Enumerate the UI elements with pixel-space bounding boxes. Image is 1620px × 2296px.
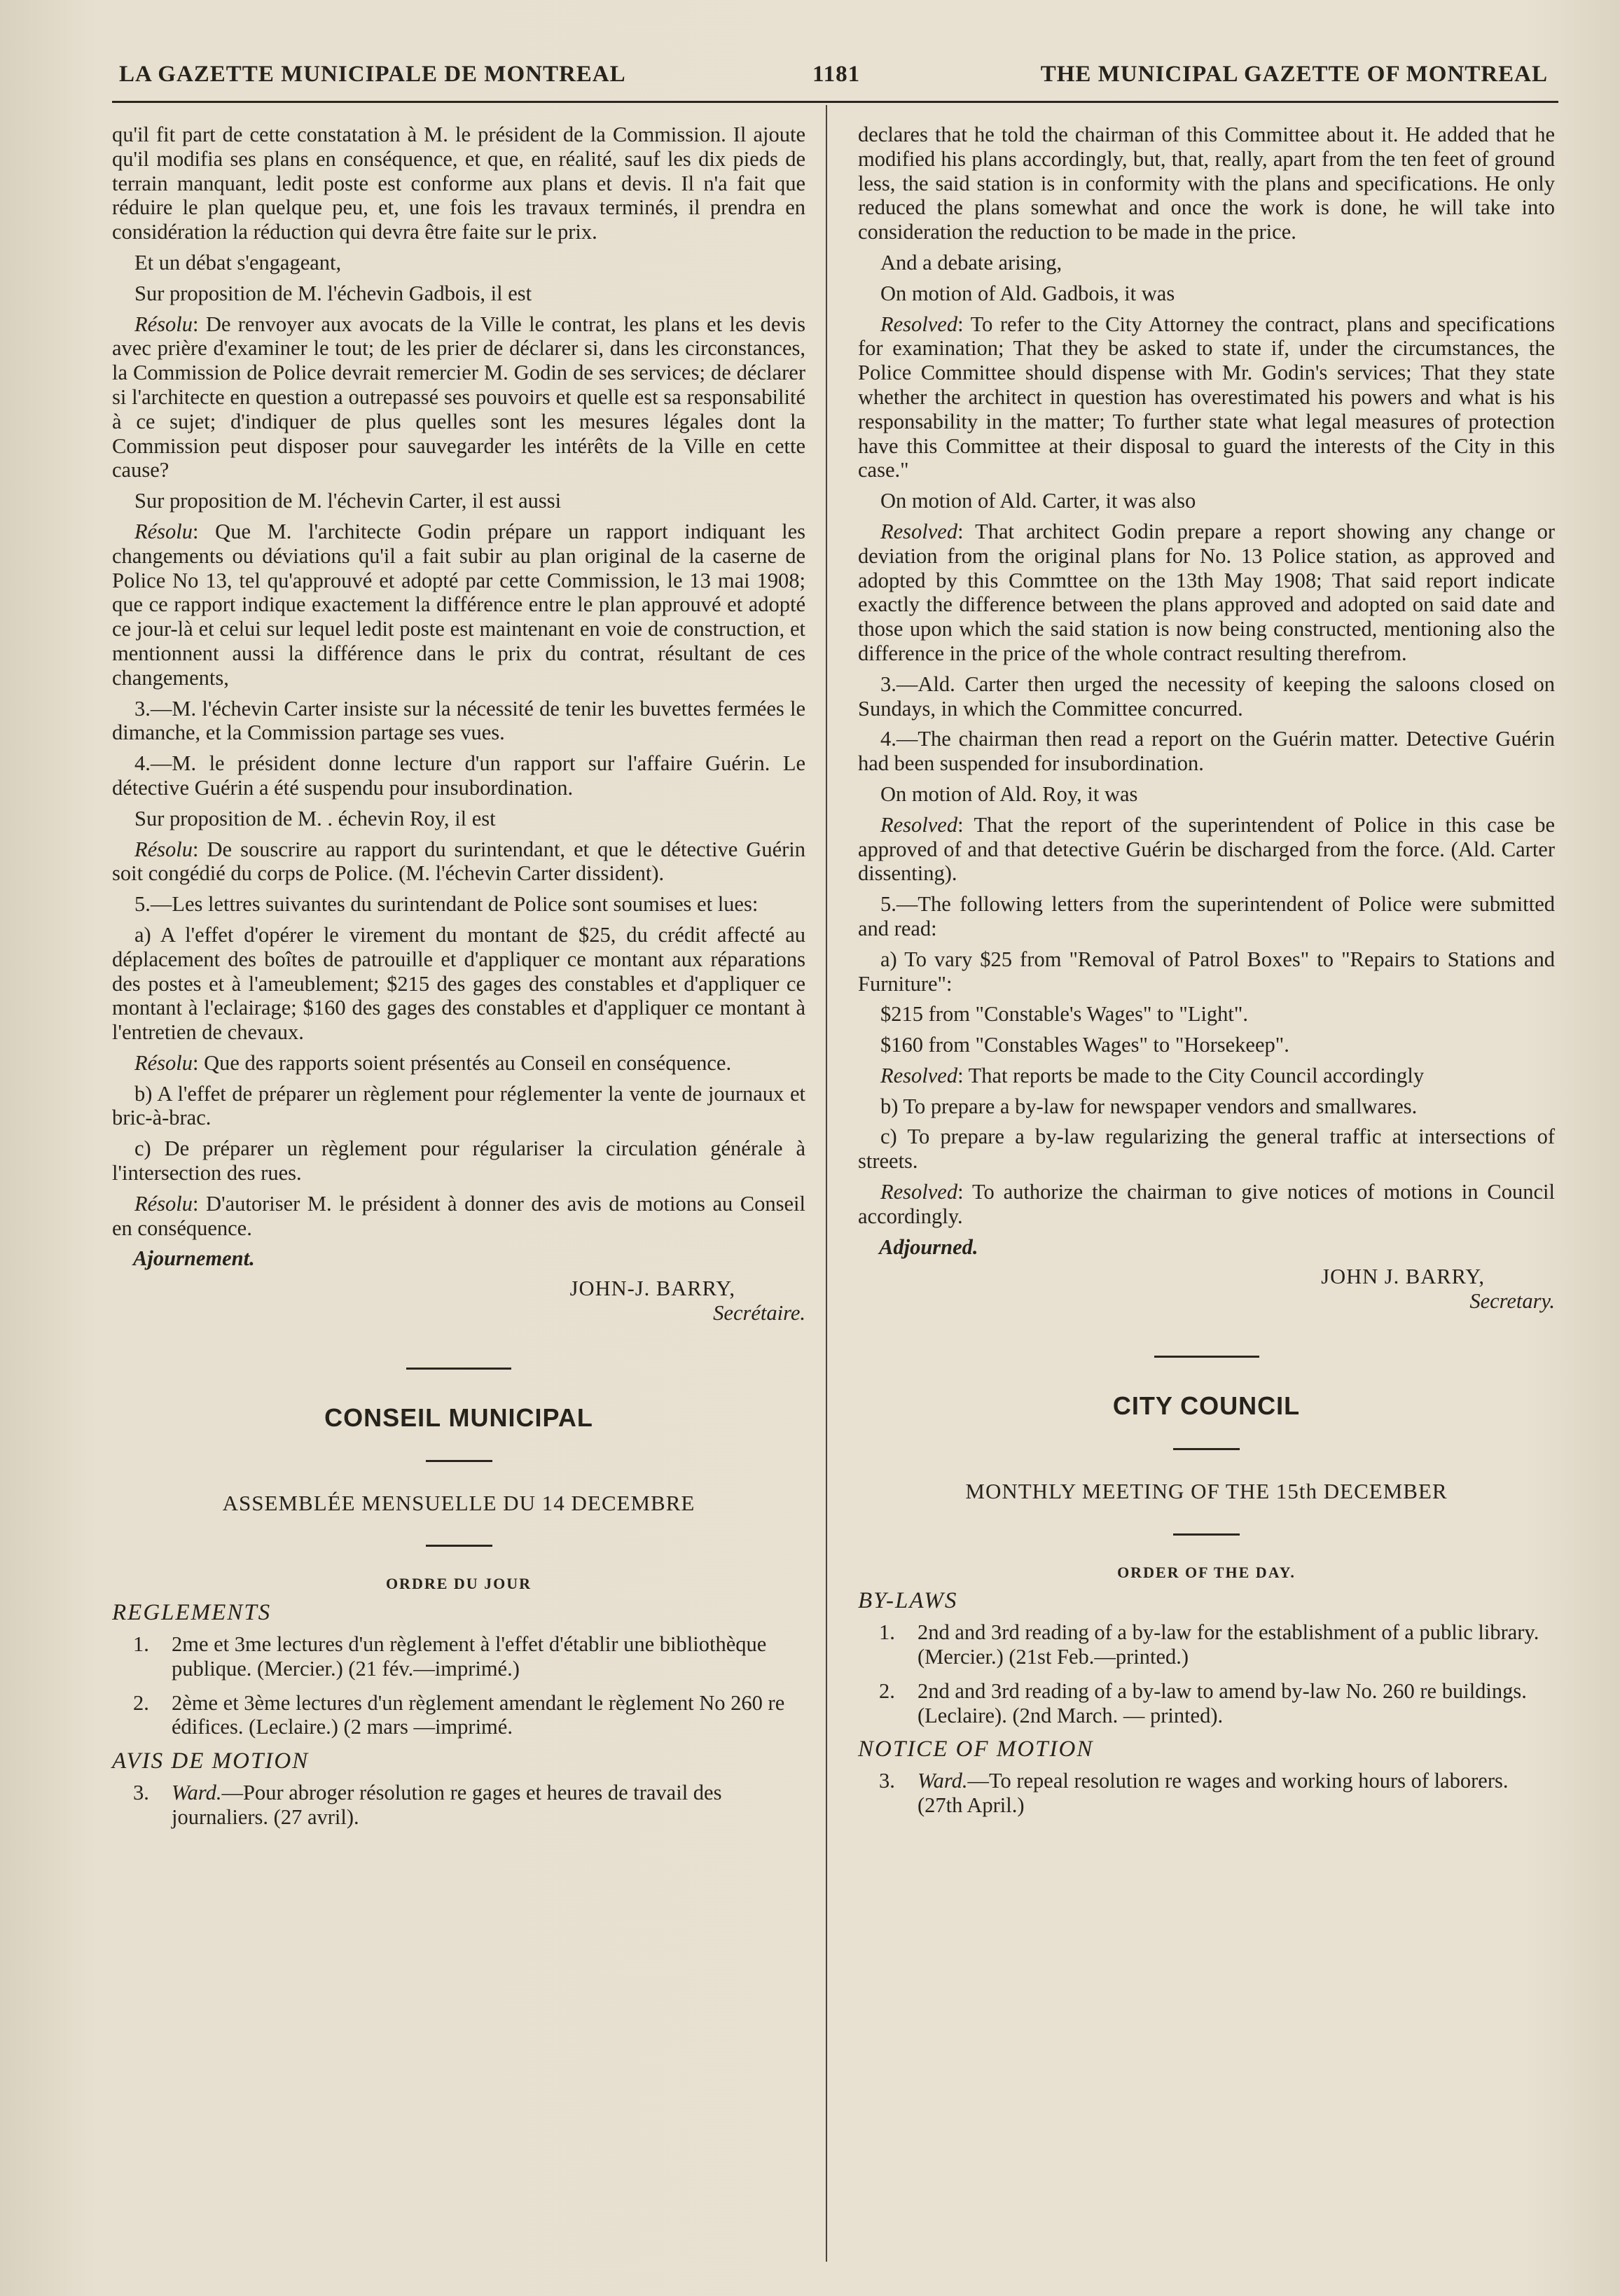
resolution-label: Resolved <box>880 519 958 543</box>
header-rule <box>112 101 1558 103</box>
item-number: 1. <box>133 1632 149 1657</box>
resolution-text: : De renvoyer aux avocats de la Ville le contrat, les plans et les devis avec prière d'examiner le tout; de les prier de déclarer si, dans les circonstances, la Commission de Police devrait remercier M. Godin de ses services; de déclarer si l'architecte en question a outrepassé ses pouvoirs et quelle est sa responsabilité à ce sujet; d'indiquer de plus quelles sont les mesures légales dont la Commission peut disposer pour sauvegarder les intérêts de la Ville en cette cause? <box>112 312 805 482</box>
signature <box>858 1265 1555 1314</box>
header-title-english: THE MUNICIPAL GAZETTE OF MONTREAL <box>1040 62 1548 87</box>
french-column <box>112 123 805 1839</box>
resolution-paragraph <box>112 1051 805 1076</box>
signature-title: Secretary. <box>1469 1289 1555 1314</box>
paragraph: qu'il fit part de cette constatation à M. le président de la Commission. Il ajoute qu'il modifia ses plans en conséquence, et que, en réalité, sauf les dix pieds de terrain manquant, ledit poste est conforme aux plans et devis. Il n'a fait que réduire le plan quelque peu, et, une fois les travaux terminés, il prendra en considération la réduction qui devra être faite sur le prix. <box>112 123 805 244</box>
paragraph: b) A l'effet de préparer un règlement pour réglementer la vente de journaux et bric-à-brac. <box>112 1081 805 1130</box>
resolution-label: Résolu <box>134 1050 193 1075</box>
agenda-item <box>858 1620 1555 1669</box>
paragraph: Sur proposition de M. . échevin Roy, il est <box>134 806 496 830</box>
resolution-text: : To refer to the City Attorney the contract, plans and specifications for examination; That they be asked to state if, under the circumstances, the Police Committee should dispense with Mr. Godin's services; That they state whether the architect in question has overestimated his powers and what is his responsability in the matter; To further state what legal measures of protection have this Committee at their disposal to guard the interests of the City in this case." <box>858 312 1555 482</box>
agenda-item <box>112 1691 805 1740</box>
paragraph: $215 from "Constable's Wages" to "Light". <box>880 1002 1248 1027</box>
section-rule <box>1173 1533 1240 1536</box>
item-number: 3. <box>879 1769 895 1793</box>
council-title: CONSEIL MUNICIPAL <box>324 1403 593 1432</box>
order-of-day: ORDRE DU JOUR <box>385 1575 532 1593</box>
bylaws-heading: REGLEMENTS <box>112 1600 272 1626</box>
adjournment: Ajournement. <box>133 1246 255 1271</box>
resolution-paragraph <box>112 312 805 483</box>
resolution-text: : De souscrire au rapport du surintendant, et que le détective Guérin soit congédié du corps de Police. (M. l'échevin Carter dissident). <box>112 837 805 886</box>
section-rule <box>426 1545 492 1547</box>
signature <box>112 1276 805 1326</box>
agenda-item <box>858 1679 1555 1728</box>
paragraph: On motion of Ald. Roy, it was <box>880 781 1138 806</box>
header-title-french: LA GAZETTE MUNICIPALE DE MONTREAL <box>119 62 626 87</box>
paragraph: 3.—Ald. Carter then urged the necessity of keeping the saloons closed on Sundays, in which the Committee concurred. <box>858 672 1555 721</box>
item-text: —Pour abroger résolution re gages et heures de travail des journaliers. (27 avril). <box>172 1781 722 1829</box>
resolution-paragraph <box>858 1180 1555 1229</box>
agenda-item <box>112 1632 805 1681</box>
resolution-paragraph <box>112 520 805 690</box>
resolution-text: : To authorize the chairman to give notices of motions in Council accordingly. <box>858 1180 1555 1228</box>
signature-name: JOHN-J. BARRY, <box>569 1276 735 1301</box>
resolution-label: Résolu <box>134 312 193 336</box>
paragraph: 5.—Les lettres suivantes du surintendant de Police sont soumises et lues: <box>134 892 759 917</box>
paragraph: On motion of Ald. Gadbois, it was <box>880 281 1175 305</box>
notice-heading: NOTICE OF MOTION <box>858 1737 1094 1762</box>
paragraph: Sur proposition de M. l'échevin Gadbois, il est <box>134 281 532 305</box>
item-text: 2me et 3me lectures d'un règlement à l'effet d'établir une bibliothèque publique. (Mercier.) (21 fév.—imprimé.) <box>172 1632 767 1681</box>
item-text: 2nd and 3rd reading of a by-law to amend by-law No. 260 re buildings. (Leclaire). (2nd March. — printed). <box>918 1678 1527 1727</box>
paragraph: 5.—The following letters from the superintendent of Police were submitted and read: <box>858 892 1555 940</box>
resolution-text: : That the report of the superintendent of Police in this case be approved of and that detective Guérin be discharged from the force. (Ald. Carter dissenting). <box>858 812 1555 886</box>
resolution-label: Résolu <box>134 1191 193 1216</box>
paragraph: 4.—M. le président donne lecture d'un rapport sur l'affaire Guérin. Le détective Guérin a été suspendu pour insubordination. <box>112 751 805 800</box>
order-of-day: ORDER OF THE DAY. <box>1117 1563 1296 1581</box>
paragraph: c) To prepare a by-law regularizing the general traffic at intersections of streets. <box>858 1125 1555 1174</box>
resolution-paragraph <box>112 1192 805 1241</box>
mover-name: Ward. <box>172 1781 222 1805</box>
resolution-label: Resolved <box>880 812 958 837</box>
paragraph: $160 from "Constables Wages" to "Horsekeep". <box>880 1033 1289 1057</box>
paragraph: And a debate arising, <box>880 250 1062 274</box>
resolution-paragraph <box>112 837 805 886</box>
bylaws-heading: BY-LAWS <box>858 1588 958 1614</box>
section-rule <box>406 1368 511 1370</box>
page-header <box>119 62 1548 97</box>
item-number: 2. <box>879 1678 895 1703</box>
resolution-text: : That reports be made to the City Council accordingly <box>957 1063 1425 1087</box>
signature-title: Secrétaire. <box>713 1301 805 1326</box>
paragraph: 4.—The chairman then read a report on the Guérin matter. Detective Guérin had been suspended for insubordination. <box>858 727 1555 776</box>
paragraph: 3.—M. l'échevin Carter insiste sur la nécessité de tenir les buvettes fermées le dimanche, et la Commission partage ses vues. <box>112 696 805 745</box>
resolution-text: : Que des rapports soient présentés au Conseil en conséquence. <box>193 1050 732 1075</box>
item-number: 3. <box>133 1781 149 1805</box>
resolution-text: : D'autoriser M. le président à donner des avis de motions au Conseil en conséquence. <box>112 1191 805 1240</box>
section-rule <box>1173 1448 1240 1450</box>
adjournment: Adjourned. <box>879 1234 978 1259</box>
column-divider <box>826 105 827 2262</box>
english-column <box>858 123 1555 1828</box>
item-number: 2. <box>133 1690 149 1715</box>
paragraph: On motion of Ald. Carter, it was also <box>880 489 1196 513</box>
paragraph: a) To vary $25 from "Removal of Patrol Boxes" to "Repairs to Stations and Furniture": <box>858 947 1555 996</box>
section-rule <box>426 1460 492 1462</box>
paragraph: Et un débat s'engageant, <box>134 250 342 274</box>
notice-heading: AVIS DE MOTION <box>112 1748 310 1774</box>
resolution-paragraph <box>858 520 1555 666</box>
meeting-title: MONTHLY MEETING OF THE 15th DECEMBER <box>965 1478 1448 1503</box>
resolution-label: Resolved <box>880 1063 958 1087</box>
item-text: —To repeal resolution re wages and working hours of laborers. (27th April.) <box>918 1769 1509 1818</box>
resolution-paragraph <box>858 813 1555 886</box>
resolution-paragraph <box>858 312 1555 483</box>
resolution-label: Résolu <box>134 519 193 543</box>
agenda-item <box>858 1769 1555 1818</box>
resolution-text: : Que M. l'architecte Godin prépare un rapport indiquant les changements ou déviations qu'il a fait subir au plan original de la caserne de Police No 13, tel qu'approuvé et adopté par cette Commission, le 13 mai 1908; que ce rapport indique exactement la différence entre le plan approuvé et adopté ce jour-là et celui sur lequel ledit poste est maintenant en voie de construction, et mentionnent aussi la différence dans le prix du contrat, résultant de ces changements, <box>112 519 805 690</box>
resolution-paragraph <box>858 1064 1555 1088</box>
page-number: 1181 <box>812 62 861 87</box>
paragraph: c) De préparer un règlement pour régulariser la circulation générale à l'intersection des rues. <box>112 1136 805 1185</box>
resolution-text: : That architect Godin prepare a report showing any change or deviation from the original plans for No. 13 Police station, as approved and adopted by this Commttee on the 13th May 1908; That said report indicate exactly the difference between the plans approved and adopted on said date and those upon which the said station is now being constructed, mentioning also the difference in the price of the whole contract resulting therefrom. <box>858 519 1555 665</box>
paragraph: b) To prepare a by-law for newspaper vendors and smallwares. <box>880 1094 1418 1118</box>
mover-name: Ward. <box>918 1769 968 1793</box>
section-rule <box>1154 1356 1259 1358</box>
paragraph: declares that he told the chairman of this Committee about it. He added that he modified his plans accordingly, but, that, really, apart from the ten feet of ground less, the said station is in conformity with the plans and specifications. He only reduced the plans somewhat and once the work is done, he will take into consideration the reduction to be made in the price. <box>858 123 1555 244</box>
paragraph: a) A l'effet d'opérer le virement du montant de $25, du crédit affecté au déplacement des boîtes de patrouille et d'appliquer ce montant aux réparations des postes et à l'ameublement; $215 des gages des constables et d'appliquer ce montant à l'eclairage; $160 des gages des constables et d'appliquer ce montant à l'entretien de chevaux. <box>112 922 805 1045</box>
meeting-title: ASSEMBLÉE MENSUELLE DU 14 DECEMBRE <box>222 1490 695 1515</box>
paragraph: Sur proposition de M. l'échevin Carter, il est aussi <box>134 489 562 513</box>
item-text: 2ème et 3ème lectures d'un règlement amendant le règlement No 260 re édifices. (Leclaire.) (2 mars —imprimé. <box>172 1690 785 1739</box>
item-number: 1. <box>879 1620 895 1645</box>
signature-name: JOHN J. BARRY, <box>1321 1265 1485 1289</box>
council-title: CITY COUNCIL <box>1112 1391 1301 1421</box>
agenda-item <box>112 1781 805 1830</box>
resolution-label: Résolu <box>134 837 193 861</box>
resolution-label: Resolved <box>880 1180 958 1204</box>
resolution-label: Resolved <box>880 312 958 336</box>
item-text: 2nd and 3rd reading of a by-law for the establishment of a public library. (Mercier.) (21st Feb.—printed.) <box>918 1620 1539 1669</box>
